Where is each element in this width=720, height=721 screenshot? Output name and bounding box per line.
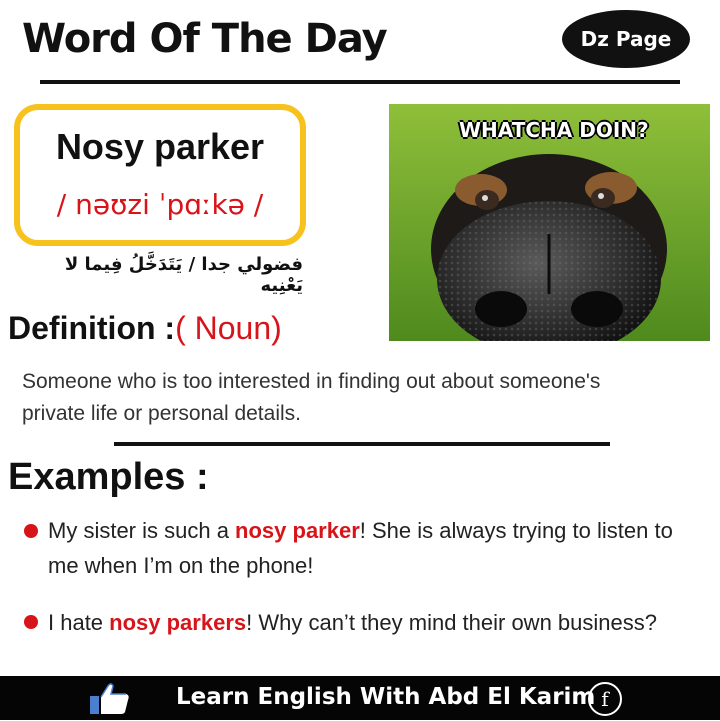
definition-text: Someone who is too interested in finding out about someone's private life or personal details. (22, 370, 601, 425)
top-divider (40, 80, 680, 84)
word-term: Nosy parker (55, 126, 265, 167)
definition-label: Definition : (8, 310, 176, 346)
thumbs-up-icon (88, 680, 132, 721)
example-sentence-1 (48, 513, 678, 583)
definition-heading (8, 310, 282, 347)
example-text: ! Why can’t they mind their own business? (246, 610, 657, 635)
example-text: ! She is always trying to listen to me when I’m on the phone! (48, 518, 673, 578)
footer-bar (0, 676, 720, 720)
middle-divider (114, 442, 610, 446)
page-title: Word Of The Day (22, 16, 387, 62)
example-bullet (24, 615, 38, 629)
image-caption: WHATCHA DOIN? (459, 118, 649, 142)
word-pronunciation: / nəʊzi ˈpɑːkə / (56, 188, 264, 221)
example-highlight: nosy parkers (109, 610, 247, 635)
example-bullet (24, 524, 38, 538)
example-sentence-2 (48, 605, 678, 640)
footer-text: Learn English With Abd El Karim (176, 684, 596, 710)
example-text: I hate (48, 610, 110, 635)
example-text: My sister is such a (48, 518, 236, 543)
arabic-translation: فضولي جدا / يَتَدَخَّلُ فِيما لا يَعْنِيه (64, 254, 303, 296)
example-highlight: nosy parker (235, 518, 360, 543)
word-card (14, 104, 306, 246)
examples-heading: Examples : (8, 456, 209, 498)
dz-page-badge: Dz Page (562, 10, 690, 68)
facebook-icon[interactable]: f (588, 682, 622, 716)
part-of-speech: ( Noun) (175, 310, 282, 346)
dog-nose-image (389, 104, 710, 341)
